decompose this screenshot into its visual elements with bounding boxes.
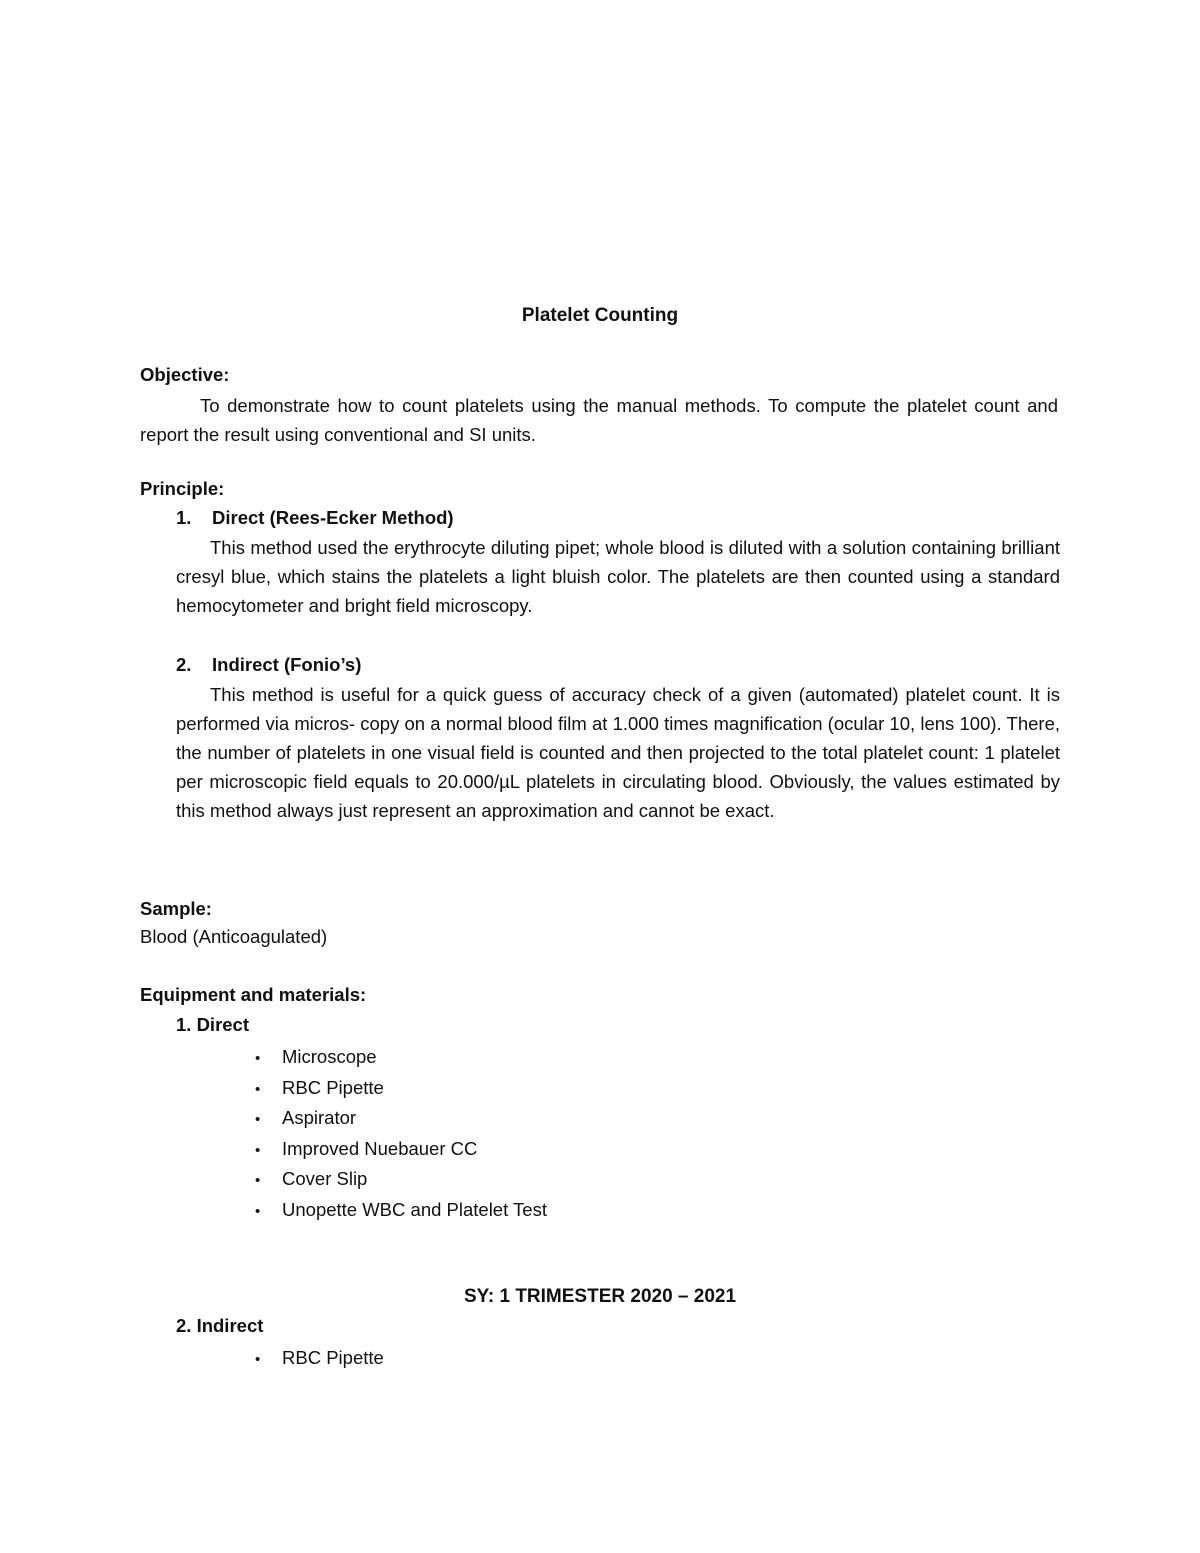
- bullet-icon: •: [255, 1351, 261, 1368]
- equipment-indirect-item: [255, 1347, 384, 1369]
- equipment-item-label: RBC Pipette: [282, 1077, 384, 1098]
- principle-item-1-number: 1.: [176, 507, 192, 528]
- bullet-icon: •: [255, 1050, 261, 1067]
- bullet-icon: •: [255, 1172, 261, 1189]
- equipment-item-label: Cover Slip: [282, 1168, 368, 1189]
- principle-item-1-title: Direct (Rees-Ecker Method): [212, 507, 454, 528]
- equipment-direct-item: [255, 1199, 547, 1221]
- principle-item-2-number: 2.: [176, 654, 192, 675]
- equipment-item-label: Unopette WBC and Platelet Test: [282, 1199, 547, 1220]
- objective-text: To demonstrate how to count platelets using the manual methods. To compute the platelet count and report the result using conventional and SI units.: [140, 395, 1058, 445]
- bullet-icon: •: [255, 1081, 261, 1098]
- principle-item-1-text: This method used the erythrocyte diluting pipet; whole blood is diluted with a solution containing brilliant cresyl blue, which stains the platelets a light bluish color. The platelets are then counted using a standard hemocytometer and bright field microscopy.: [176, 537, 1060, 616]
- equipment-item-label: Microscope: [282, 1046, 377, 1067]
- principle-item-2-heading: [176, 654, 361, 676]
- equipment-direct-item: [255, 1077, 384, 1099]
- equipment-indirect-heading: 2. Indirect: [176, 1315, 264, 1336]
- sample-text: Blood (Anticoagulated): [140, 926, 328, 947]
- equipment-item-label: Aspirator: [282, 1107, 357, 1128]
- equipment-direct-heading: 1. Direct: [176, 1014, 250, 1035]
- equipment-direct-item: [255, 1168, 367, 1190]
- equipment-item-label: Improved Nuebauer CC: [282, 1138, 478, 1159]
- equipment-item-label: RBC Pipette: [282, 1347, 384, 1368]
- principle-item-1-heading: [176, 507, 454, 529]
- bullet-icon: •: [255, 1111, 261, 1128]
- principle-item-2-title: Indirect (Fonio’s): [212, 654, 362, 675]
- bullet-icon: •: [255, 1142, 261, 1159]
- objective-label: Objective:: [140, 364, 230, 385]
- principle-label: Principle:: [140, 478, 225, 499]
- sample-label: Sample:: [140, 898, 212, 919]
- bullet-icon: •: [255, 1203, 261, 1220]
- equipment-direct-item: [255, 1138, 477, 1160]
- page-footer: SY: 1 TRIMESTER 2020 – 2021: [463, 1286, 737, 1307]
- equipment-direct-item: [255, 1046, 377, 1068]
- principle-item-2-text: This method is useful for a quick guess of accuracy check of a given (automated) platelet count. It is performed via micros- copy on a normal blood film at 1.000 times magnification (ocular 10, lens 100). There, the number of platelets in one visual field is counted and then projected to the total platelet count: 1 platelet per microscopic field equals to 20.000/µL platelets in circulating blood. Obviously, the values estimated by this method always just represent an approximation and cannot be exact.: [176, 684, 1060, 821]
- page-title: Platelet Counting: [521, 305, 679, 326]
- equipment-label: Equipment and materials:: [140, 984, 367, 1005]
- equipment-direct-item: [255, 1107, 356, 1129]
